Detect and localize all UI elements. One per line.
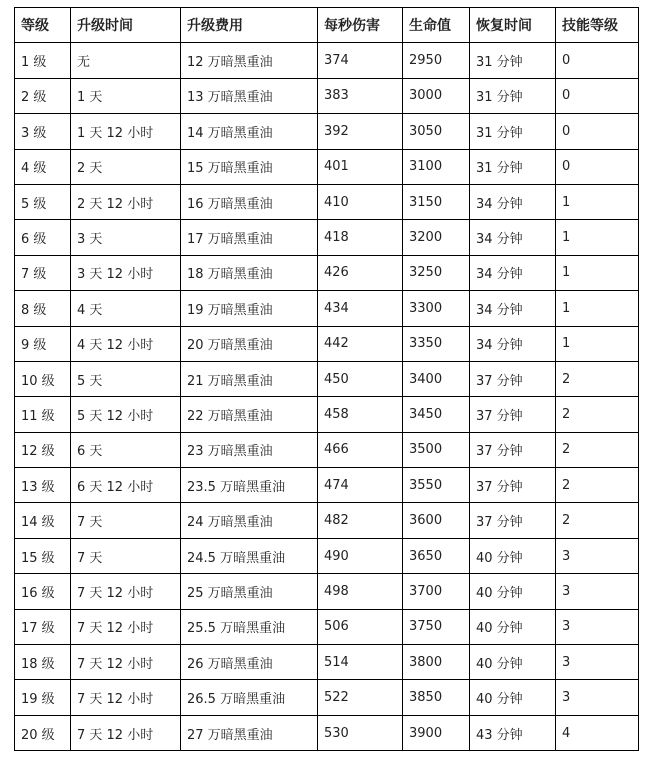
cell-dps: 434	[318, 291, 403, 326]
table-row	[15, 255, 639, 290]
column-header-hitpoints: 生命值	[403, 8, 470, 43]
cell-upgrade-cost: 18 万暗黑重油	[181, 255, 318, 290]
cell-level: 7 级	[15, 255, 71, 290]
cell-upgrade-cost: 16 万暗黑重油	[181, 184, 318, 219]
table-body	[15, 43, 639, 751]
cell-upgrade-time: 4 天	[71, 291, 181, 326]
cell-recovery-time: 34 分钟	[470, 255, 556, 290]
cell-upgrade-cost: 27 万暗黑重油	[181, 715, 318, 750]
cell-hitpoints: 3700	[403, 574, 470, 609]
cell-upgrade-cost: 21 万暗黑重油	[181, 361, 318, 396]
column-header-level: 等级	[15, 8, 71, 43]
cell-hitpoints: 3150	[403, 184, 470, 219]
cell-hitpoints: 3050	[403, 114, 470, 149]
cell-skill-level: 2	[556, 468, 639, 503]
table-row	[15, 503, 639, 538]
cell-upgrade-time: 7 天 12 小时	[71, 715, 181, 750]
cell-hitpoints: 3000	[403, 78, 470, 113]
cell-upgrade-cost: 26.5 万暗黑重油	[181, 680, 318, 715]
cell-level: 12 级	[15, 432, 71, 467]
cell-upgrade-time: 5 天 12 小时	[71, 397, 181, 432]
cell-upgrade-time: 无	[71, 43, 181, 78]
cell-recovery-time: 31 分钟	[470, 78, 556, 113]
table-row	[15, 149, 639, 184]
cell-upgrade-time: 5 天	[71, 361, 181, 396]
table-row	[15, 680, 639, 715]
cell-skill-level: 1	[556, 220, 639, 255]
cell-level: 11 级	[15, 397, 71, 432]
cell-upgrade-cost: 14 万暗黑重油	[181, 114, 318, 149]
cell-upgrade-cost: 24 万暗黑重油	[181, 503, 318, 538]
cell-dps: 498	[318, 574, 403, 609]
upgrade-table-container	[14, 7, 639, 751]
cell-upgrade-time: 6 天	[71, 432, 181, 467]
cell-skill-level: 0	[556, 149, 639, 184]
cell-recovery-time: 34 分钟	[470, 220, 556, 255]
cell-skill-level: 3	[556, 609, 639, 644]
cell-upgrade-time: 7 天 12 小时	[71, 645, 181, 680]
cell-dps: 418	[318, 220, 403, 255]
cell-upgrade-time: 7 天	[71, 503, 181, 538]
table-row	[15, 397, 639, 432]
cell-hitpoints: 2950	[403, 43, 470, 78]
cell-dps: 482	[318, 503, 403, 538]
table-row	[15, 114, 639, 149]
table-row	[15, 574, 639, 609]
cell-recovery-time: 34 分钟	[470, 291, 556, 326]
cell-skill-level: 1	[556, 184, 639, 219]
cell-upgrade-cost: 22 万暗黑重油	[181, 397, 318, 432]
cell-hitpoints: 3600	[403, 503, 470, 538]
column-header-dps: 每秒伤害	[318, 8, 403, 43]
cell-upgrade-time: 3 天 12 小时	[71, 255, 181, 290]
table-row	[15, 43, 639, 78]
cell-dps: 490	[318, 538, 403, 573]
cell-dps: 392	[318, 114, 403, 149]
cell-level: 18 级	[15, 645, 71, 680]
table-row	[15, 538, 639, 573]
cell-upgrade-time: 2 天	[71, 149, 181, 184]
cell-upgrade-cost: 20 万暗黑重油	[181, 326, 318, 361]
table-row	[15, 291, 639, 326]
cell-dps: 401	[318, 149, 403, 184]
cell-upgrade-time: 7 天 12 小时	[71, 680, 181, 715]
cell-upgrade-time: 6 天 12 小时	[71, 468, 181, 503]
cell-skill-level: 0	[556, 43, 639, 78]
cell-upgrade-cost: 17 万暗黑重油	[181, 220, 318, 255]
cell-recovery-time: 31 分钟	[470, 114, 556, 149]
cell-skill-level: 4	[556, 715, 639, 750]
cell-recovery-time: 37 分钟	[470, 361, 556, 396]
cell-skill-level: 2	[556, 361, 639, 396]
table-row	[15, 78, 639, 113]
cell-level: 8 级	[15, 291, 71, 326]
cell-level: 17 级	[15, 609, 71, 644]
cell-level: 14 级	[15, 503, 71, 538]
cell-recovery-time: 34 分钟	[470, 184, 556, 219]
cell-dps: 514	[318, 645, 403, 680]
cell-dps: 530	[318, 715, 403, 750]
cell-recovery-time: 37 分钟	[470, 397, 556, 432]
cell-hitpoints: 3450	[403, 397, 470, 432]
cell-hitpoints: 3900	[403, 715, 470, 750]
column-header-skill-level: 技能等级	[556, 8, 639, 43]
upgrade-stats-table	[14, 7, 639, 751]
cell-recovery-time: 40 分钟	[470, 680, 556, 715]
cell-recovery-time: 31 分钟	[470, 43, 556, 78]
cell-hitpoints: 3250	[403, 255, 470, 290]
cell-level: 20 级	[15, 715, 71, 750]
table-row	[15, 432, 639, 467]
table-row	[15, 609, 639, 644]
column-header-upgrade-time: 升级时间	[71, 8, 181, 43]
cell-skill-level: 3	[556, 538, 639, 573]
cell-dps: 383	[318, 78, 403, 113]
cell-skill-level: 3	[556, 574, 639, 609]
table-row	[15, 715, 639, 750]
cell-dps: 410	[318, 184, 403, 219]
cell-upgrade-cost: 25 万暗黑重油	[181, 574, 318, 609]
cell-hitpoints: 3100	[403, 149, 470, 184]
cell-recovery-time: 40 分钟	[470, 538, 556, 573]
cell-recovery-time: 43 分钟	[470, 715, 556, 750]
cell-upgrade-time: 7 天	[71, 538, 181, 573]
cell-skill-level: 0	[556, 78, 639, 113]
cell-upgrade-cost: 26 万暗黑重油	[181, 645, 318, 680]
cell-upgrade-time: 1 天	[71, 78, 181, 113]
cell-level: 19 级	[15, 680, 71, 715]
cell-hitpoints: 3300	[403, 291, 470, 326]
cell-level: 1 级	[15, 43, 71, 78]
table-row	[15, 184, 639, 219]
cell-skill-level: 1	[556, 326, 639, 361]
cell-upgrade-time: 2 天 12 小时	[71, 184, 181, 219]
cell-level: 2 级	[15, 78, 71, 113]
cell-hitpoints: 3200	[403, 220, 470, 255]
table-header-row	[15, 8, 639, 43]
table-row	[15, 645, 639, 680]
cell-level: 13 级	[15, 468, 71, 503]
cell-upgrade-cost: 24.5 万暗黑重油	[181, 538, 318, 573]
cell-level: 16 级	[15, 574, 71, 609]
cell-dps: 466	[318, 432, 403, 467]
column-header-recovery-time: 恢复时间	[470, 8, 556, 43]
cell-level: 6 级	[15, 220, 71, 255]
cell-upgrade-cost: 13 万暗黑重油	[181, 78, 318, 113]
column-header-upgrade-cost: 升级费用	[181, 8, 318, 43]
cell-level: 5 级	[15, 184, 71, 219]
cell-recovery-time: 37 分钟	[470, 432, 556, 467]
cell-dps: 450	[318, 361, 403, 396]
cell-recovery-time: 40 分钟	[470, 645, 556, 680]
cell-dps: 374	[318, 43, 403, 78]
cell-upgrade-time: 1 天 12 小时	[71, 114, 181, 149]
cell-dps: 474	[318, 468, 403, 503]
cell-recovery-time: 40 分钟	[470, 609, 556, 644]
cell-upgrade-cost: 19 万暗黑重油	[181, 291, 318, 326]
cell-hitpoints: 3350	[403, 326, 470, 361]
table-row	[15, 468, 639, 503]
cell-skill-level: 2	[556, 503, 639, 538]
cell-upgrade-time: 4 天 12 小时	[71, 326, 181, 361]
cell-level: 9 级	[15, 326, 71, 361]
cell-skill-level: 3	[556, 645, 639, 680]
cell-recovery-time: 34 分钟	[470, 326, 556, 361]
cell-upgrade-cost: 15 万暗黑重油	[181, 149, 318, 184]
cell-hitpoints: 3800	[403, 645, 470, 680]
cell-skill-level: 2	[556, 397, 639, 432]
cell-level: 15 级	[15, 538, 71, 573]
table-row	[15, 326, 639, 361]
cell-dps: 458	[318, 397, 403, 432]
cell-level: 3 级	[15, 114, 71, 149]
cell-hitpoints: 3850	[403, 680, 470, 715]
cell-skill-level: 2	[556, 432, 639, 467]
cell-recovery-time: 40 分钟	[470, 574, 556, 609]
cell-level: 4 级	[15, 149, 71, 184]
cell-hitpoints: 3750	[403, 609, 470, 644]
cell-upgrade-cost: 23.5 万暗黑重油	[181, 468, 318, 503]
cell-skill-level: 0	[556, 114, 639, 149]
cell-level: 10 级	[15, 361, 71, 396]
cell-upgrade-time: 7 天 12 小时	[71, 574, 181, 609]
cell-skill-level: 3	[556, 680, 639, 715]
cell-dps: 506	[318, 609, 403, 644]
cell-upgrade-cost: 12 万暗黑重油	[181, 43, 318, 78]
cell-dps: 442	[318, 326, 403, 361]
cell-hitpoints: 3400	[403, 361, 470, 396]
cell-dps: 522	[318, 680, 403, 715]
cell-upgrade-time: 3 天	[71, 220, 181, 255]
cell-hitpoints: 3500	[403, 432, 470, 467]
cell-hitpoints: 3550	[403, 468, 470, 503]
cell-upgrade-time: 7 天 12 小时	[71, 609, 181, 644]
cell-hitpoints: 3650	[403, 538, 470, 573]
cell-recovery-time: 31 分钟	[470, 149, 556, 184]
cell-skill-level: 1	[556, 255, 639, 290]
table-row	[15, 220, 639, 255]
cell-upgrade-cost: 25.5 万暗黑重油	[181, 609, 318, 644]
cell-upgrade-cost: 23 万暗黑重油	[181, 432, 318, 467]
cell-skill-level: 1	[556, 291, 639, 326]
cell-recovery-time: 37 分钟	[470, 468, 556, 503]
cell-recovery-time: 37 分钟	[470, 503, 556, 538]
cell-dps: 426	[318, 255, 403, 290]
table-row	[15, 361, 639, 396]
